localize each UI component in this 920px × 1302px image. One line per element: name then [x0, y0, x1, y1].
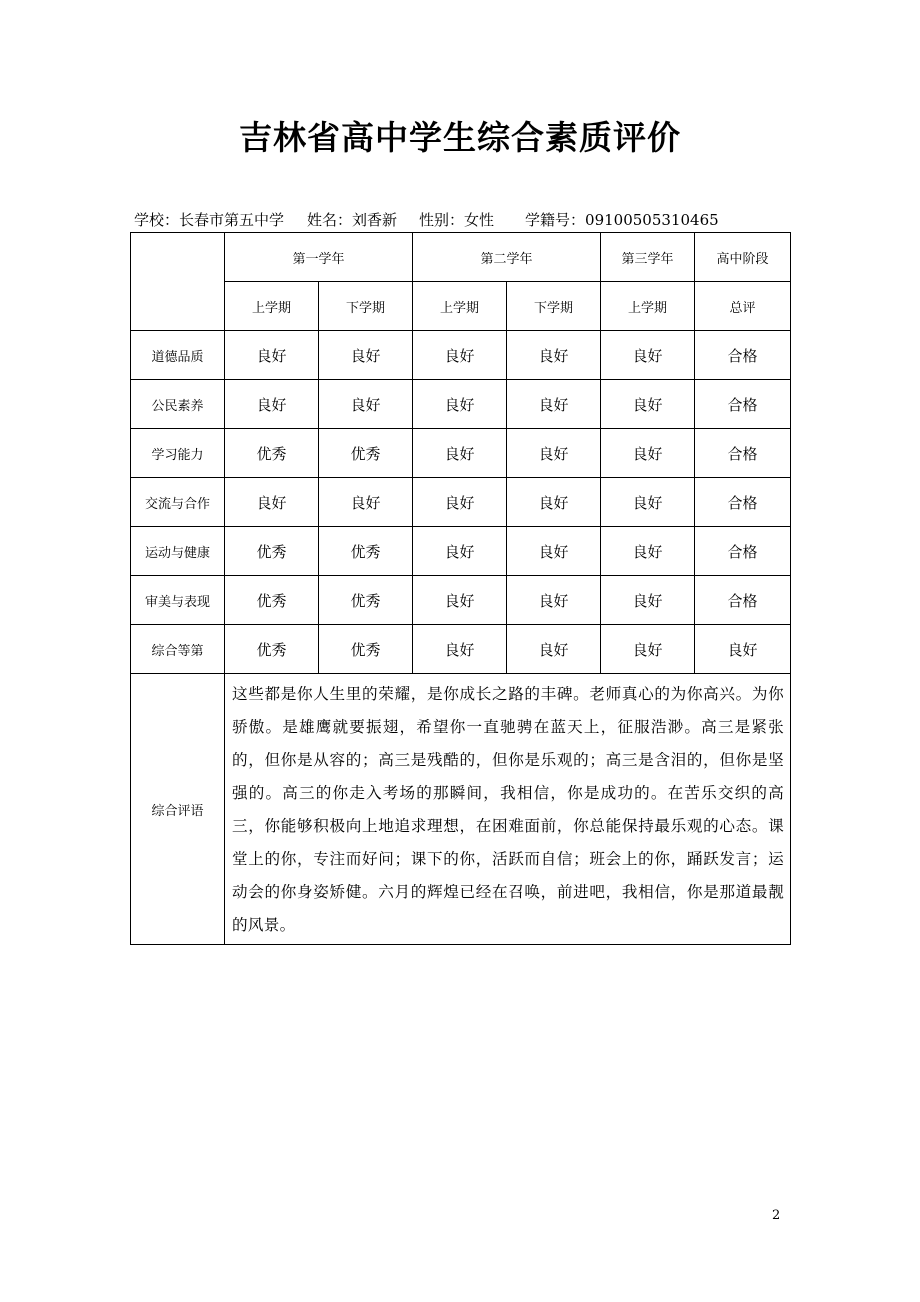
- grade-cell: 良好: [601, 527, 695, 576]
- total-cell: 良好: [695, 625, 791, 674]
- grade-cell: 优秀: [319, 576, 413, 625]
- gender-field: 性别：女性: [419, 211, 495, 229]
- page-number: 2: [772, 1208, 781, 1223]
- row-label: 审美与表现: [131, 576, 225, 625]
- header-row-years: [131, 233, 791, 282]
- grade-cell: 良好: [601, 331, 695, 380]
- grade-cell: 良好: [507, 429, 601, 478]
- table-row: [131, 429, 791, 478]
- summary-header: 总评: [695, 282, 791, 331]
- grade-cell: 优秀: [319, 625, 413, 674]
- total-cell: 合格: [695, 380, 791, 429]
- semester-header: 上学期: [601, 282, 695, 331]
- page-title: 吉林省高中学生综合素质评价: [239, 118, 681, 157]
- grade-cell: 良好: [319, 331, 413, 380]
- grade-cell: 良好: [319, 380, 413, 429]
- total-cell: 合格: [695, 429, 791, 478]
- row-label: 交流与合作: [131, 478, 225, 527]
- row-label: 道德品质: [131, 331, 225, 380]
- student-info-line: [134, 209, 719, 230]
- semester-header: 下学期: [507, 282, 601, 331]
- table-row: [131, 331, 791, 380]
- name-field: 姓名：刘香新: [307, 211, 398, 229]
- year-2-header: 第二学年: [413, 233, 601, 282]
- header-row-semesters: [131, 282, 791, 331]
- grade-cell: 优秀: [319, 429, 413, 478]
- grade-cell: 良好: [225, 478, 319, 527]
- grade-cell: 良好: [413, 380, 507, 429]
- row-label: 公民素养: [131, 380, 225, 429]
- grade-cell: 良好: [413, 527, 507, 576]
- grade-cell: 良好: [413, 429, 507, 478]
- grade-cell: 良好: [601, 576, 695, 625]
- grade-cell: 良好: [225, 380, 319, 429]
- semester-header: 上学期: [225, 282, 319, 331]
- grade-cell: 良好: [413, 331, 507, 380]
- total-cell: 合格: [695, 478, 791, 527]
- comment-text: 这些都是你人生里的荣耀，是你成长之路的丰碑。老师真心的为你高兴。为你骄傲。是雄鹰就要振翅，希望你一直驰骋在蓝天上，征服浩渺。高三是紧张的，但你是从容的；高三是残酷的，但你是乐观的；高三是含泪的，但你是坚强的。高三的你走入考场的那瞬间，我相信，你是成功的。在苦乐交织的高三，你能够积极向上地追求理想，在困难面前，你总能保持最乐观的心态。课堂上的你，专注而好问；课下的你，活跃而自信；班会上的你，踊跃发言；运动会的你身姿矫健。六月的辉煌已经在召唤，前进吧，我相信，你是那道最靓的风景。: [232, 685, 785, 934]
- grade-cell: 良好: [507, 527, 601, 576]
- grade-cell: 良好: [413, 625, 507, 674]
- row-label: 学习能力: [131, 429, 225, 478]
- semester-header: 下学期: [319, 282, 413, 331]
- year-3-header: 第三学年: [601, 233, 695, 282]
- grade-cell: 优秀: [319, 527, 413, 576]
- school-field: 学校：长春市第五中学: [134, 211, 285, 229]
- grade-cell: 优秀: [225, 429, 319, 478]
- grade-cell: 良好: [507, 331, 601, 380]
- evaluation-table: [130, 232, 791, 945]
- grade-cell: 良好: [507, 380, 601, 429]
- table-row: [131, 625, 791, 674]
- stage-header: 高中阶段: [695, 233, 791, 282]
- grade-cell: 良好: [601, 478, 695, 527]
- grade-cell: 良好: [507, 576, 601, 625]
- total-cell: 合格: [695, 527, 791, 576]
- table-row: [131, 478, 791, 527]
- table-row: [131, 527, 791, 576]
- grade-cell: 良好: [507, 478, 601, 527]
- semester-header: 上学期: [413, 282, 507, 331]
- comment-cell: [225, 674, 791, 945]
- grade-cell: 良好: [413, 576, 507, 625]
- comment-label: 综合评语: [131, 674, 225, 945]
- grade-cell: 优秀: [225, 527, 319, 576]
- total-cell: 合格: [695, 576, 791, 625]
- total-cell: 合格: [695, 331, 791, 380]
- grade-cell: 优秀: [225, 576, 319, 625]
- row-label: 综合等第: [131, 625, 225, 674]
- grade-cell: 优秀: [225, 625, 319, 674]
- corner-cell: [131, 233, 225, 331]
- table-row: [131, 380, 791, 429]
- grade-cell: 良好: [601, 429, 695, 478]
- student-id-field: 学籍号：09100505310465: [525, 211, 719, 229]
- grade-cell: 良好: [225, 331, 319, 380]
- year-1-header: 第一学年: [225, 233, 413, 282]
- grade-cell: 良好: [319, 478, 413, 527]
- table-row: [131, 576, 791, 625]
- grade-cell: 良好: [507, 625, 601, 674]
- grade-cell: 良好: [601, 625, 695, 674]
- grade-cell: 良好: [413, 478, 507, 527]
- grade-cell: 良好: [601, 380, 695, 429]
- comment-row: [131, 674, 791, 945]
- row-label: 运动与健康: [131, 527, 225, 576]
